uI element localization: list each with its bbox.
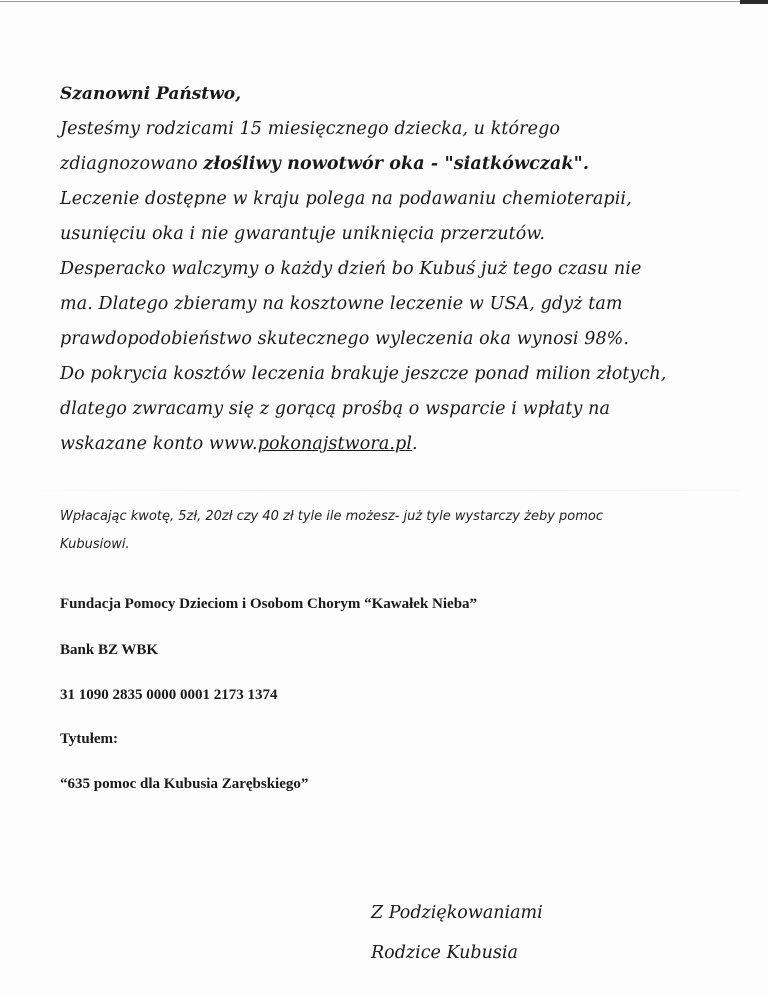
diagnosis-text: złośliwy nowotwór oka - "siatkówczak".	[203, 154, 590, 174]
letter-line: Jesteśmy rodzicami 15 miesięcznego dziecka, u którego	[60, 119, 561, 139]
website-link[interactable]: pokonajstwora.pl	[257, 434, 413, 454]
letter-line: Do pokrycia kosztów leczenia brakuje jeszcze ponad milion złotych,	[60, 364, 667, 384]
signature-name: Rodzice Kubusia	[371, 943, 518, 963]
letter-line: ma. Dlatego zbieramy na kosztowne leczenie w USA, gdyż tam	[60, 294, 623, 314]
letter-line: dlatego zwracamy się z gorącą prośbą o wsparcie i wpłaty na	[60, 399, 611, 419]
account-intro: wskazane konto www.	[60, 434, 258, 454]
letter-line: Leczenie dostępne w kraju polega na podawaniu chemioterapii,	[60, 189, 632, 209]
bank-name: Bank BZ WBK	[60, 642, 159, 658]
letter-body	[60, 80, 750, 462]
signature-closing: Z Podziękowaniami	[371, 903, 543, 923]
signature	[371, 893, 543, 973]
appeal-paragraph	[60, 112, 750, 462]
donation-note	[60, 503, 730, 559]
letter-line: Desperacko walczymy o każdy dzień bo Kubuś już tego czasu nie	[60, 259, 642, 279]
letter-line: usunięciu oka i nie gwarantuje uniknięcia przerzutów.	[60, 224, 546, 244]
donation-note-line: Kubusiowi.	[60, 537, 130, 552]
paper-fold-line	[0, 490, 740, 491]
donation-note-line: Wpłacając kwotę, 5zł, 20zł czy 40 zł tyle ile możesz- już tyle wystarczy żeby pomoc	[60, 509, 603, 524]
sentence-end: .	[412, 434, 418, 454]
foundation-name: Fundacja Pomocy Dzieciom i Osobom Chorym “Kawałek Nieba”	[60, 596, 478, 612]
letter-line: prawdopodobieństwo skutecznego wyleczenia oka wynosi 98%.	[60, 329, 630, 349]
letter-line	[60, 147, 750, 182]
account-number: 31 1090 2835 0000 0001 2173 1374	[60, 687, 278, 703]
letter-line	[60, 427, 750, 462]
transfer-title-label: Tytułem:	[60, 731, 119, 747]
page-top-edge	[0, 1, 740, 2]
salutation: Szanowni Państwo,	[60, 84, 242, 104]
transfer-title-value: “635 pomoc dla Kubusia Zarębskiego”	[60, 776, 309, 792]
diagnosis-intro: zdiagnozowano	[60, 154, 204, 174]
scan-corner-mark	[740, 0, 768, 4]
